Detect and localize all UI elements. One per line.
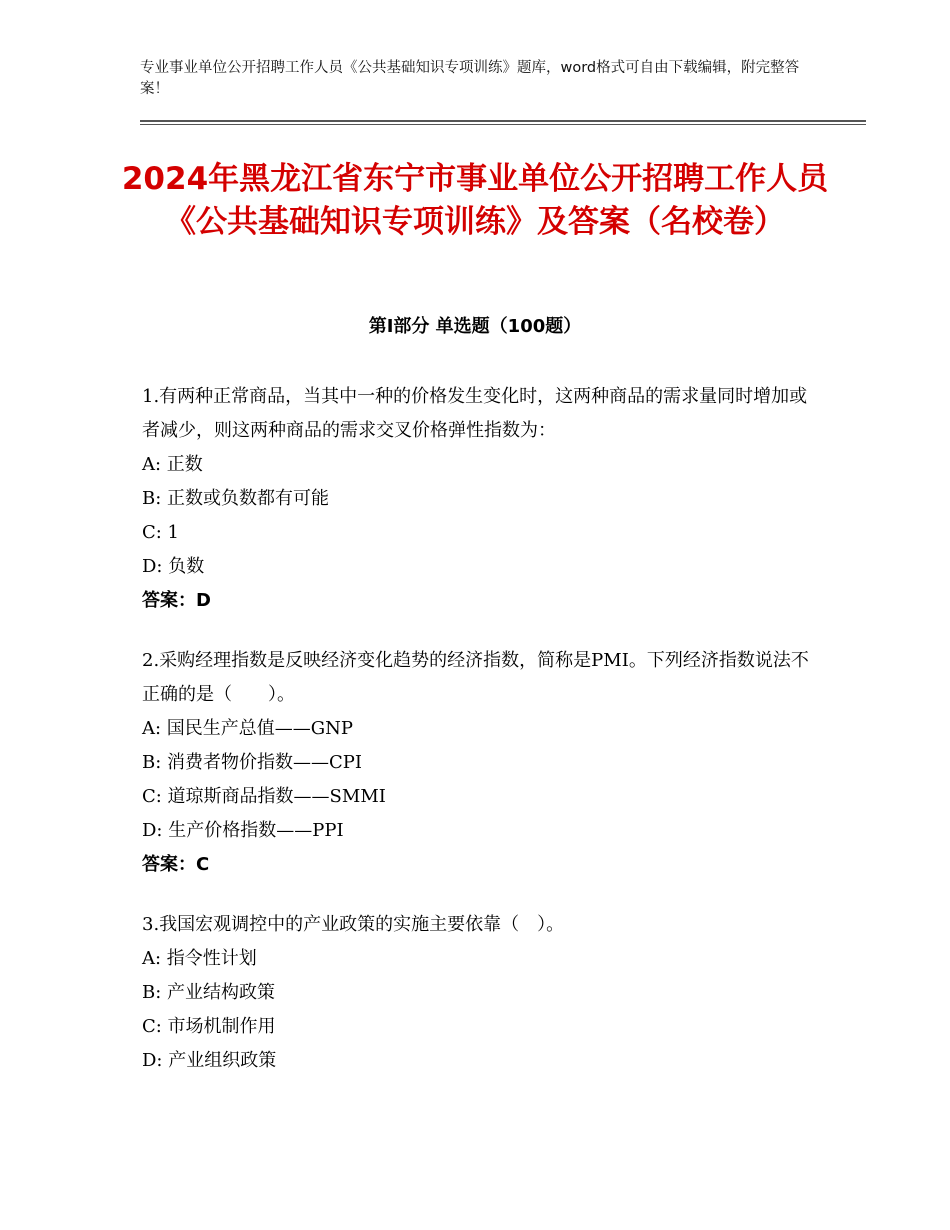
section-title: 第Ⅰ部分 单选题（100题） — [368, 316, 582, 337]
option-b: B: 产业结构政策 — [142, 982, 276, 1003]
question-2 — [142, 644, 812, 882]
option-b: B: 正数或负数都有可能 — [142, 488, 330, 509]
option-d: D: 生产价格指数——PPI — [142, 820, 344, 841]
question-1 — [142, 380, 812, 618]
option-a: A: 指令性计划 — [142, 948, 257, 969]
option-a: A: 国民生产总值——GNP — [142, 718, 354, 739]
option-c: C: 1 — [142, 522, 180, 543]
document-title: 2024年黑龙江省东宁市事业单位公开招聘工作人员《公共基础知识专项训练》及答案（名校卷） — [121, 161, 829, 240]
question-list — [142, 380, 812, 1104]
answer: 答案：C — [142, 854, 210, 875]
option-c: C: 市场机制作用 — [142, 1016, 276, 1037]
option-a: A: 正数 — [142, 454, 203, 475]
question-stem: 3.我国宏观调控中的产业政策的实施主要依靠（ ）。 — [142, 914, 565, 935]
option-d: D: 负数 — [142, 556, 205, 577]
question-stem: 1.有两种正常商品，当其中一种的价格发生变化时，这两种商品的需求量同时增加或者减少，则这两种商品的需求交叉价格弹性指数为： — [142, 386, 808, 441]
option-b: B: 消费者物价指数——CPI — [142, 752, 363, 773]
header-note: 专业事业单位公开招聘工作人员《公共基础知识专项训练》题库，word格式可自由下载编辑，附完整答案！ — [140, 60, 800, 97]
header-divider — [140, 120, 866, 125]
question-stem: 2.采购经理指数是反映经济变化趋势的经济指数，简称是PMI。下列经济指数说法不正确的是（ ）。 — [142, 650, 809, 705]
option-c: C: 道琼斯商品指数——SMMI — [142, 786, 386, 807]
option-d: D: 产业组织政策 — [142, 1050, 277, 1071]
answer: 答案：D — [142, 590, 211, 611]
question-3 — [142, 908, 812, 1078]
